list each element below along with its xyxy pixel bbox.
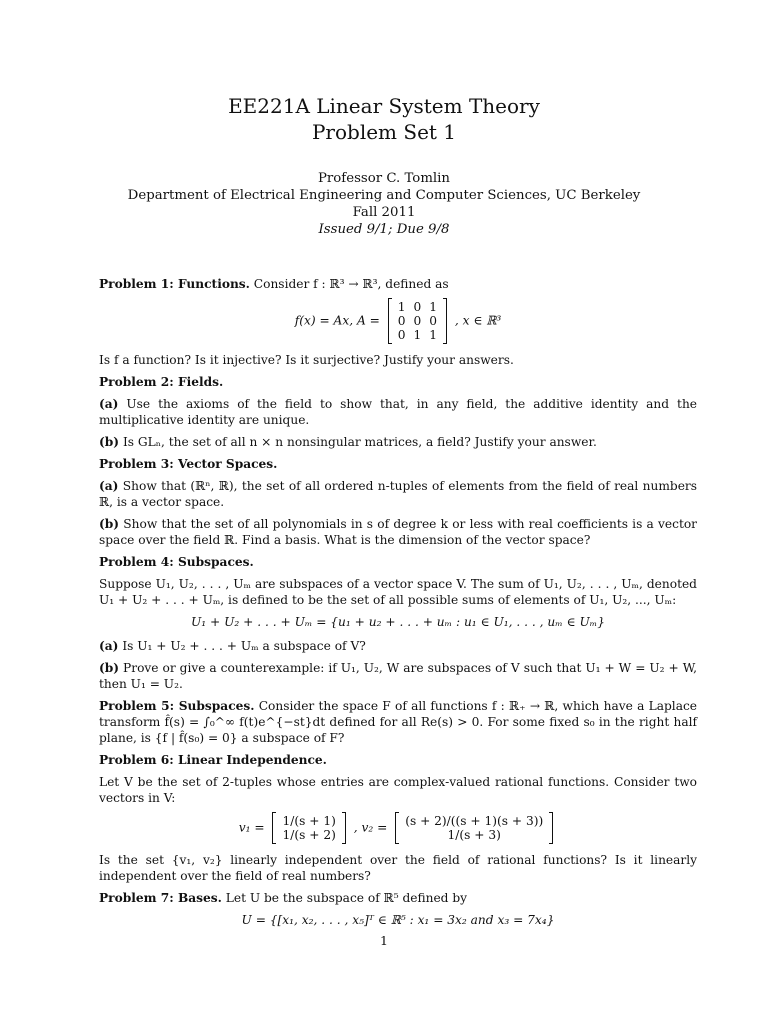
problem-2a-text: Use the axioms of the field to show that, in any field, the additive identity and the multiplicative identity are unique. <box>99 397 698 427</box>
term: Fall 2011 <box>352 205 416 220</box>
matrix-cell: 1 <box>429 328 438 342</box>
vector-entry: (s + 2)/((s + 1)(s + 3)) <box>405 814 544 828</box>
problem-5-heading: Problem 5: Subspaces. <box>99 699 255 713</box>
problem-4-equation: U₁ + U₂ + . . . + Uₘ = {u₁ + u₂ + . . . + uₘ : u₁ ∈ U₁, . . . , uₘ ∈ Uₘ} <box>191 615 605 629</box>
problem-2-heading: Problem 2: Fields. <box>99 375 224 389</box>
part-label: (a) <box>99 479 119 493</box>
matrix-cell: 0 <box>397 328 406 342</box>
matrix-a <box>388 298 447 344</box>
department: Department of Electrical Engineering and Computer Sciences, UC Berkeley <box>127 188 641 203</box>
problem-1-equation <box>99 298 697 344</box>
title-block <box>0 93 768 145</box>
matrix-cell: 0 <box>413 314 422 328</box>
problem-7-heading: Problem 7: Bases. <box>99 891 222 905</box>
part-label: (a) <box>99 397 119 411</box>
problem-4a <box>99 638 697 654</box>
matrix-cell: 0 <box>397 314 406 328</box>
vector-entry: 1/(s + 3) <box>447 828 501 842</box>
v2-label: , v₂ = <box>353 820 388 835</box>
part-label: (b) <box>99 661 120 675</box>
part-label: (b) <box>99 435 120 449</box>
problem-6-intro: Let V be the set of 2-tuples whose entries are complex-valued rational functions. Consider two vectors in V: <box>99 775 697 805</box>
problem-3b-text: Show that the set of all polynomials in s of degree k or less with real coefficients is a vector space over the field ℝ. Find a basis. What is the dimension of the vector space? <box>99 517 698 547</box>
matrix-cell: 0 <box>413 300 422 314</box>
author: Professor C. Tomlin <box>317 171 450 186</box>
problem-2a <box>99 396 697 428</box>
v1-label: v₁ = <box>238 820 265 835</box>
part-label: (a) <box>99 639 119 653</box>
matrix-cell: 1 <box>429 300 438 314</box>
page-number: 1 <box>380 933 388 948</box>
problem-1-eq-rhs: , x ∈ ℝ³ <box>454 313 502 328</box>
problem-6-question: Is the set {v₁, v₂} linearly independent over the field of rational functions? Is it linearly independent over the field of real numbers? <box>99 853 697 883</box>
vector-entry: 1/(s + 2) <box>282 828 336 842</box>
problem-7-equation: U = {[x₁, x₂, . . . , x₅]ᵀ ∈ ℝ⁵ : x₁ = 3x₂ and x₃ = 7x₄} <box>241 913 555 927</box>
problem-6-heading: Problem 6: Linear Independence. <box>99 753 327 767</box>
problem-4-heading: Problem 4: Subspaces. <box>99 555 254 569</box>
problem-2b-text: Is GLₙ, the set of all n × n nonsingular matrices, a field? Justify your answer. <box>122 435 597 449</box>
problem-4b <box>99 660 697 692</box>
problems-body <box>99 276 697 936</box>
problem-7-intro: Let U be the subspace of ℝ⁵ defined by <box>225 891 468 905</box>
matrix-cell: 1 <box>397 300 406 314</box>
problem-6-vectors <box>99 812 697 844</box>
author-block <box>0 170 768 238</box>
problem-3b <box>99 516 697 548</box>
matrix-cell: 1 <box>413 328 422 342</box>
vector-v1 <box>272 812 345 844</box>
problem-3-heading: Problem 3: Vector Spaces. <box>99 457 278 471</box>
issued-due: Issued 9/1; Due 9/8 <box>318 222 450 237</box>
matrix-cell: 0 <box>429 314 438 328</box>
problem-5-text: Consider the space F of all functions f : ℝ₊ → ℝ, which have a Laplace transform f̂(s) = ∫₀^∞ f(t)e^{−st}dt defined for all Re(s) > 0. For some fixed s₀ in the right half plane, is {f | f̂(s₀) = 0} a subspace of F? <box>99 699 697 745</box>
problem-set-title: Problem Set 1 <box>311 120 457 144</box>
problem-3a <box>99 478 697 510</box>
problem-4a-text: Is U₁ + U₂ + . . . + Uₘ a subspace of V? <box>122 639 366 653</box>
vector-entry: 1/(s + 1) <box>282 814 336 828</box>
problem-5 <box>99 698 697 746</box>
problem-4b-text: Prove or give a counterexample: if U₁, U₂, W are subspaces of V such that U₁ + W = U₂ + W, then U₁ = U₂. <box>99 661 697 691</box>
problem-3a-text: Show that (ℝⁿ, ℝ), the set of all ordered n-tuples of elements from the field of real numbers ℝ, is a vector space. <box>99 479 697 509</box>
vector-v2 <box>395 812 553 844</box>
problem-1-question: Is f a function? Is it injective? Is it surjective? Justify your answers. <box>99 353 514 367</box>
problem-1-intro-text: Consider f : ℝ³ → ℝ³, defined as <box>253 277 449 291</box>
problem-7 <box>99 890 697 906</box>
problem-2b <box>99 434 697 450</box>
problem-1-intro <box>99 276 697 292</box>
problem-1-eq-lhs: f(x) = Ax, A = <box>294 313 380 328</box>
problem-4-intro: Suppose U₁, U₂, . . . , Uₘ are subspaces of a vector space V. The sum of U₁, U₂, . . . , Uₘ, denoted U₁ + U₂ + . . . + Uₘ, is defined to be the set of all possible sums of elements of U₁, U₂, ..., Uₘ: <box>99 577 697 607</box>
course-title: EE221A Linear System Theory <box>228 94 540 118</box>
problem-1-heading: Problem 1: Functions. <box>99 277 250 291</box>
part-label: (b) <box>99 517 120 531</box>
